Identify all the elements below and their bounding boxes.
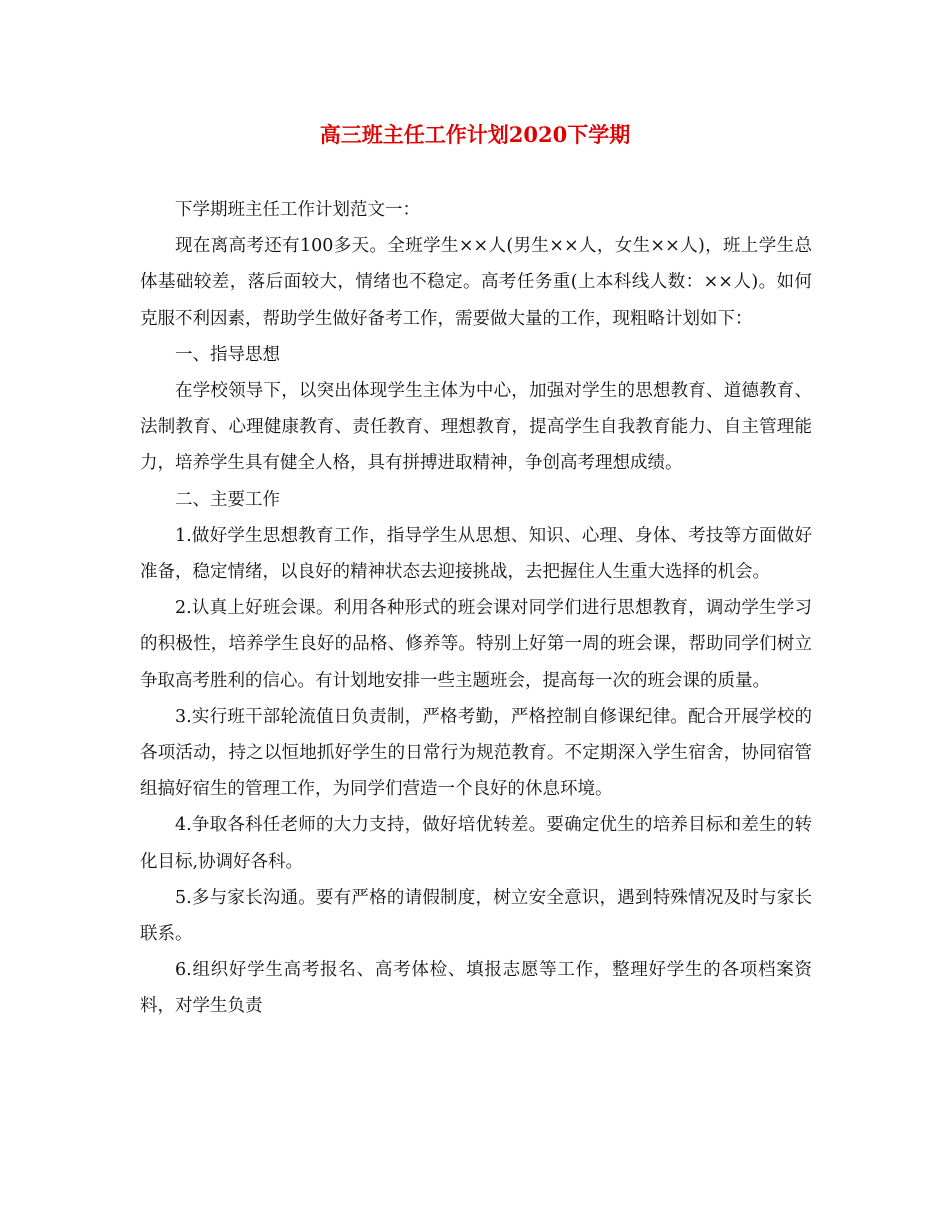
paragraph-guiding-thought: 在学校领导下，以突出体现学生主体为中心，加强对学生的思想教育、道德教育、法制教育、心理健康教育、责任教育、理想教育，提高学生自我教育能力、自主管理能力，培养学生具有健全人格，具有拼搏进取精神，争创高考理想成绩。 [140, 381, 812, 474]
list-item-2: 2.认真上好班会课。利用各种形式的班会课对同学们进行思想教育，调动学生学习的积极性，培养学生良好的品格、修养等。特别上好第一周的班会课，帮助同学们树立争取高考胜利的信心。有计划地安排一些主题班会，提高每一次的班会课的质量。 [140, 598, 812, 691]
paragraph-overview: 现在离高考还有100多天。全班学生××人(男生××人，女生××人)，班上学生总体基础较差，落后面较大，情绪也不稳定。高考任务重(上本科线人数：××人)。如何克服不利因素，帮助学生做好备考工作，需要做大量的工作，现粗略计划如下： [140, 236, 812, 329]
section-heading-guiding-thought: 一、指导思想 [175, 344, 280, 365]
list-item-3: 3.实行班干部轮流值日负责制，严格考勤，严格控制自修课纪律。配合开展学校的各项活动，持之以恒地抓好学生的日常行为规范教育。不定期深入学生宿舍，协同宿管组搞好宿生的管理工作，为同学们营造一个良好的休息环境。 [140, 706, 812, 800]
document-title: 高三班主任工作计划2020下学期 [319, 122, 631, 147]
list-item-4: 4.争取各科任老师的大力支持，做好培优转差。要确定优生的培养目标和差生的转化目标,协调好各科。 [140, 815, 812, 872]
document-body [140, 192, 812, 1025]
section-heading-main-work: 二、主要工作 [175, 489, 280, 510]
list-item-6: 6.组织好学生高考报名、高考体检、填报志愿等工作，整理好学生的各项档案资料，对学生负责 [140, 960, 812, 1017]
list-item-5: 5.多与家长沟通。要有严格的请假制度，树立安全意识，遇到特殊情况及时与家长联系。 [140, 887, 812, 945]
list-item-1: 1.做好学生思想教育工作，指导学生从思想、知识、心理、身体、考技等方面做好准备，稳定情绪，以良好的精神状态去迎接挑战，去把握住人生重大选择的机会。 [140, 525, 812, 583]
paragraph-intro: 下学期班主任工作计划范文一： [175, 200, 420, 220]
